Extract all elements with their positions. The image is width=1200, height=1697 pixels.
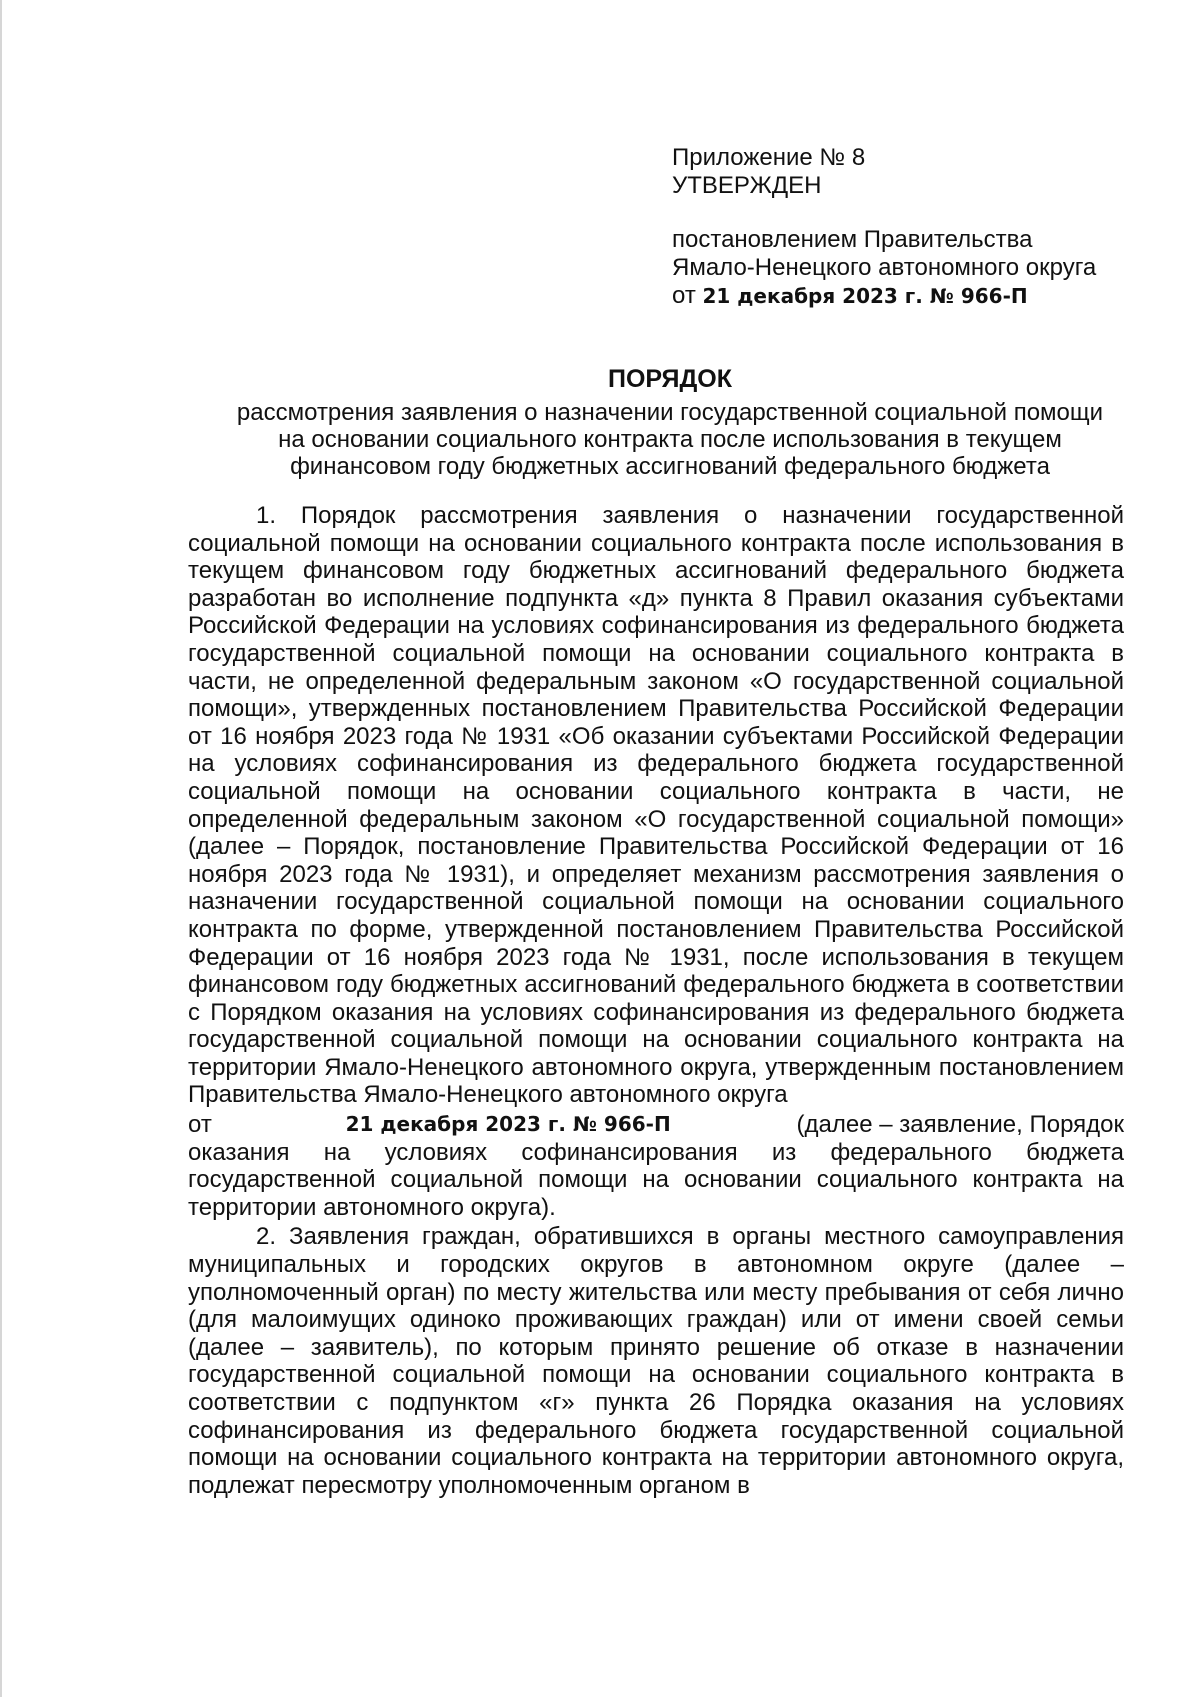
approval-date-line: [672, 282, 1096, 310]
approved-by-org: Ямало-Ненецкого автономного округа: [672, 254, 1097, 281]
document-body: [188, 502, 1124, 1501]
approval-stamp-block: [672, 144, 1096, 310]
paragraph-1-resolution-date: 21 декабря 2023 г. № 966-П: [345, 1112, 671, 1137]
appendix-number: Приложение № 8: [672, 144, 866, 171]
document-title-block: [160, 366, 1180, 480]
paragraph-1-date-line: [188, 1111, 1124, 1139]
approval-date: 21 декабря 2023 г. № 966-П: [702, 284, 1028, 308]
document-subtitle-line-2: на основании социального контракта после использования в текущем: [278, 426, 1062, 453]
document-title: ПОРЯДОК: [608, 365, 732, 393]
page-edge-divider: [0, 0, 2, 1697]
approved-label: УТВЕРЖДЕН: [672, 172, 822, 199]
paragraph-2: 2. Заявления граждан, обратившихся в органы местного самоуправления муниципальных и городских округов в автономном округе (далее – уполномоченный орган) по месту жительства или месту пребывания от себя лично (для малоимущих одиноко проживающих граждан) или от имени своей семьи (далее – заявитель), по которым принято решение об отказе в назначении государственной социальной помощи на основании социального контракта в соответствии с подпунктом «г» пункта 26 Порядка оказания на условиях софинансирования из федерального бюджета государственной социальной помощи на основании социального контракта на территории автономного округа, подлежат пересмотру уполномоченным органом в: [188, 1223, 1124, 1499]
approved-by-line: постановлением Правительства: [672, 226, 1033, 253]
paragraph-1-part-1: 1. Порядок рассмотрения заявления о назначении государственной социальной помощи на основании социального контракта после использования в текущем финансовом году бюджетных ассигнований федерального бюджета разработан во исполнение подпункта «д» пункта 8 Правил оказания субъектами Российской Федерации на условиях софинансирования из федерального бюджета государственной социальной помощи на основании социального контракта в части, не определенной федеральным законом «О государственной социальной помощи», утвержденных постановлением Правительства Российской Федерации от 16 ноября 2023 года № 1931 «Об оказании субъектами Российской Федерации на условиях софинансирования из федерального бюджета государственной социальной помощи на основании социального контракта в части, не определенной федеральным законом «О государственной социальной помощи» (далее – Порядок, постановление Правительства Российской Федерации от 16 ноября 2023 года № 1931), и определяет механизм рассмотрения заявления о назначении государственной социальной помощи на основании социального контракта по форме, утвержденной постановлением Правительства Российской Федерации от 16 ноября 2023 года № 1931, после использования в текущем финансовом году бюджетных ассигнований федерального бюджета в соответствии с Порядком оказания на условиях софинансирования из федерального бюджета государственной социальной помощи на основании социального контракта на территории Ямало-Ненецкого автономного округа, утвержденным постановлением Правительства Ямало-Ненецкого автономного округа: [188, 502, 1124, 1109]
document-subtitle-line-1: рассмотрения заявления о назначении государственной социальной помощи: [236, 399, 1104, 426]
paragraph-1-part-2: оказания на условиях софинансирования из федерального бюджета государственной социальной помощи на основании социального контракта на территории автономного округа).: [188, 1138, 1124, 1221]
paragraph-1-ot: от: [188, 1111, 212, 1139]
document-subtitle-line-3: финансовом году бюджетных ассигнований федерального бюджета: [290, 453, 1050, 480]
approval-date-prefix: от: [672, 282, 696, 309]
paragraph-1-after-date: (далее – заявление, Порядок: [796, 1111, 1124, 1139]
